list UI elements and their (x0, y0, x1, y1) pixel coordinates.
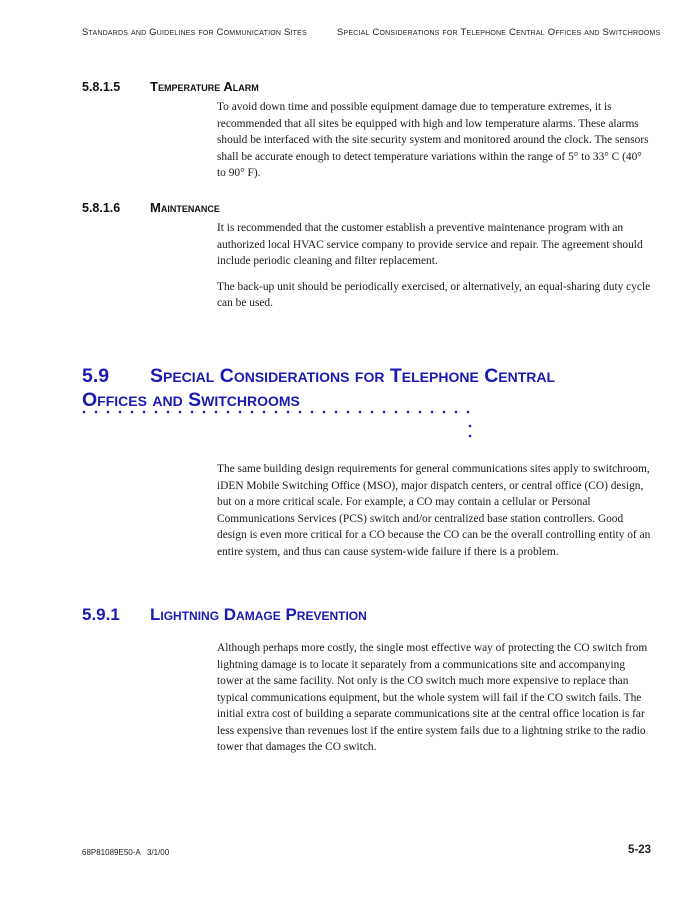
running-header-right: Special Considerations for Telephone Central Offices and Switchrooms (337, 27, 661, 38)
running-header-left: Standards and Guidelines for Communication Sites (82, 27, 307, 38)
paragraph: To avoid down time and possible equipment damage due to temperature extremes, it is recommended that all sites be equipped with high and low temperature alarms. These alarms should be interfaced with the site security system and monitored around the clock. The sensors shall be accurate enough to detect temperature variations within the range of 5° to 33° C (40° to 90° F). (217, 101, 649, 179)
subsection-title: Lightning Damage Prevention (150, 605, 367, 624)
section-number: 5.9 (82, 365, 110, 387)
subsection-heading-temperature-alarm (82, 79, 259, 94)
paragraph: It is recommended that the customer establish a preventive maintenance program with an authorized local HVAC service company to provide service and repair. The agreement should include periodic cleaning and filter replacement. (217, 222, 643, 267)
section-title-line-2: Offices and Switchrooms (82, 389, 300, 411)
subsection-title: Temperature Alarm (150, 79, 259, 94)
special-considerations-body (217, 461, 653, 569)
lightning-damage-body (217, 640, 653, 765)
dotted-rule-decoration (82, 404, 474, 440)
subsection-title: Maintenance (150, 200, 220, 215)
page-number: 5-23 (628, 844, 652, 856)
subsection-number: 5.8.1.5 (82, 80, 121, 94)
subsection-heading-maintenance (82, 200, 220, 215)
section-title-line-1: Special Considerations for Telephone Central (150, 365, 556, 387)
subsection-heading-lightning-damage-prevention (82, 605, 367, 625)
maintenance-body (217, 220, 653, 321)
paragraph: Although perhaps more costly, the single most effective way of protecting the CO switch from lightning damage is to locate it separately from a communications site and accompanying tower at the same facility. Not only is the CO switch much more expensive to replace than typical communications equipment, but the whole system will fail if the CO switch fails. The initial extra cost of building a separate communications site at the central office location is far less expensive than revenues lost if the entire system fails due to a lightning strike to the radio tower that damages the CO switch. (217, 642, 648, 753)
subsection-number: 5.9.1 (82, 605, 120, 624)
paragraph: The same building design requirements for general communications sites apply to switchroom, iDEN Mobile Switching Office (MSO), major dispatch centers, or central office (CO) design, but on a more critical scale. For example, a CO may contain a cellular or Personal Communications Services (PCS) switch and/or centralized base station controllers. Good design is even more critical for a CO because the CO can be the overall controlling entity of an entire system, and thus can cause system-wide failure if there is a problem. (217, 463, 651, 558)
temperature-alarm-body (217, 99, 653, 191)
subsection-number: 5.8.1.6 (82, 201, 121, 215)
document-id: 68P81089E50-A 3/1/00 (82, 848, 170, 857)
paragraph: The back-up unit should be periodically exercised, or alternatively, an equal-sharing duty cycle can be used. (217, 280, 651, 309)
